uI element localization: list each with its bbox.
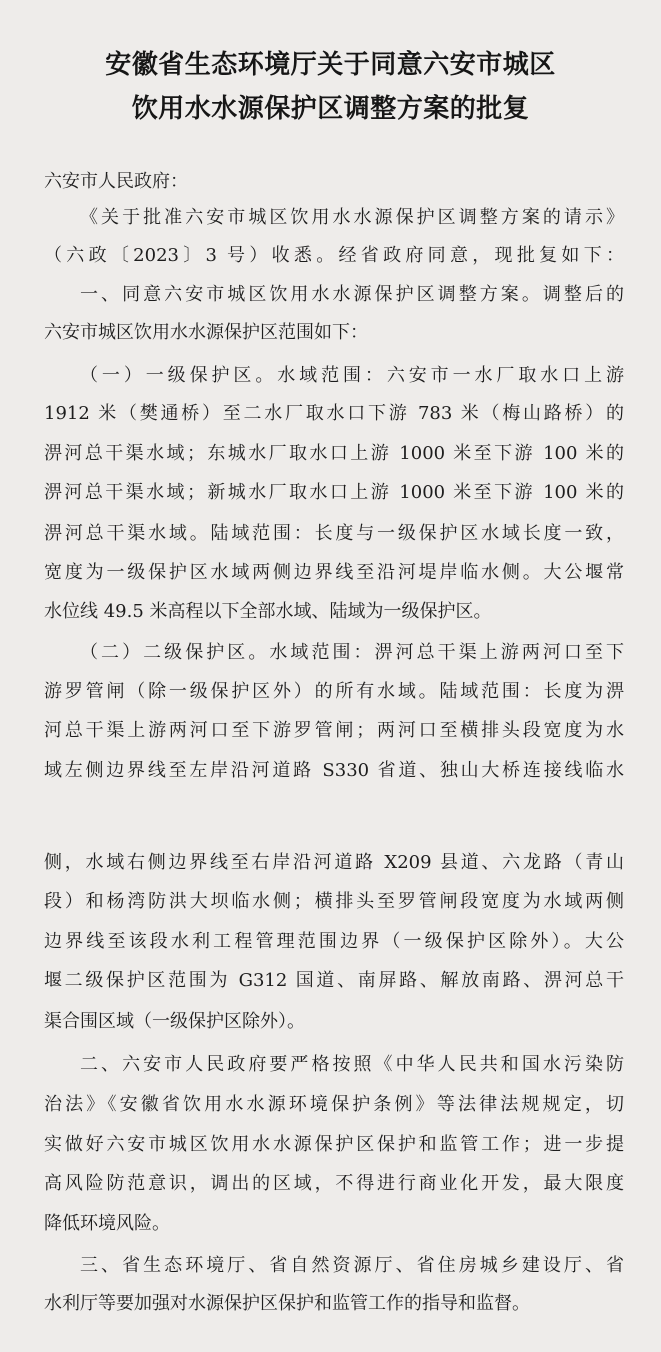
- paragraph-line: 侧，水域右侧边界线至右岸沿河道路 X209 县道、六龙路（青山: [44, 852, 624, 873]
- paragraph-line: 实做好六安市城区饮用水水源保护区保护和监管工作；进一步提: [44, 1134, 624, 1155]
- paragraph-line: 二、六安市人民政府要严格按照《中华人民共和国水污染防: [80, 1054, 624, 1075]
- salutation: 六安市人民政府：: [44, 171, 188, 192]
- paragraph-line: 游罗管闸（除一级保护区外）的所有水域。陆域范围：长度为淠: [44, 681, 624, 702]
- paragraph-line: 一、同意六安市城区饮用水水源保护区调整方案。调整后的: [80, 284, 624, 305]
- paragraph-line: 域左侧边界线至左岸沿河道路 S330 省道、独山大桥连接线临水: [44, 760, 624, 781]
- paragraph-line: 段）和杨湾防洪大坝临水侧；横排头至罗管闸段宽度为水域两侧: [44, 891, 624, 912]
- paragraph-line: （二）二级保护区。水域范围：淠河总干渠上游两河口至下: [80, 642, 624, 663]
- paragraph-line: 治法》《安徽省饮用水水源环境保护条例》等法律法规规定，切: [44, 1094, 624, 1115]
- paragraph-line: 堰二级保护区范围为 G312 国道、南屏路、解放南路、淠河总干: [44, 970, 624, 991]
- paragraph-line: （六政〔2023〕3 号）收悉。经省政府同意，现批复如下：: [44, 245, 624, 266]
- paragraph-line: 三、省生态环境厅、省自然资源厅、省住房城乡建设厅、省: [80, 1255, 624, 1276]
- paragraph-line: 六安市城区饮用水水源保护区范围如下：: [44, 322, 368, 343]
- paragraph-line: 渠合围区域（一级保护区除外）。: [44, 1011, 305, 1032]
- paragraph-line: 河总干渠上游两河口至下游罗管闸；两河口至横排头段宽度为水: [44, 720, 624, 741]
- paragraph-line: 1912 米（樊通桥）至二水厂取水口下游 783 米（梅山路桥）的: [44, 403, 624, 424]
- paragraph-line: 宽度为一级保护区水域两侧边界线至沿河堤岸临水侧。大公堰常: [44, 562, 624, 583]
- document-title-line-2: 饮用水水源保护区调整方案的批复: [131, 94, 530, 124]
- paragraph-line: 淠河总干渠水域；东城水厂取水口上游 1000 米至下游 100 米的: [44, 443, 624, 464]
- paragraph-line: 降低环境风险。: [44, 1213, 170, 1234]
- paragraph-line: 高风险防范意识，调出的区域，不得进行商业化开发，最大限度: [44, 1173, 624, 1194]
- paragraph-line: 淠河总干渠水域。陆域范围：长度与一级保护区水域长度一致，: [44, 523, 624, 544]
- paragraph-line: 《关于批准六安市城区饮用水水源保护区调整方案的请示》: [80, 207, 624, 228]
- document-title-line-1: 安徽省生态环境厅关于同意六安市城区: [105, 50, 556, 80]
- paragraph-line: 边界线至该段水利工程管理范围边界（一级保护区除外）。大公: [44, 931, 624, 952]
- paragraph-line: 淠河总干渠水域；新城水厂取水口上游 1000 米至下游 100 米的: [44, 482, 624, 503]
- paragraph-line: （一）一级保护区。水域范围：六安市一水厂取水口上游: [80, 365, 624, 386]
- paragraph-line: 水位线 49.5 米高程以下全部水域、陆域为一级保护区。: [44, 601, 492, 622]
- paragraph-line: 水利厅等要加强对水源保护区保护和监管工作的指导和监督。: [44, 1293, 530, 1314]
